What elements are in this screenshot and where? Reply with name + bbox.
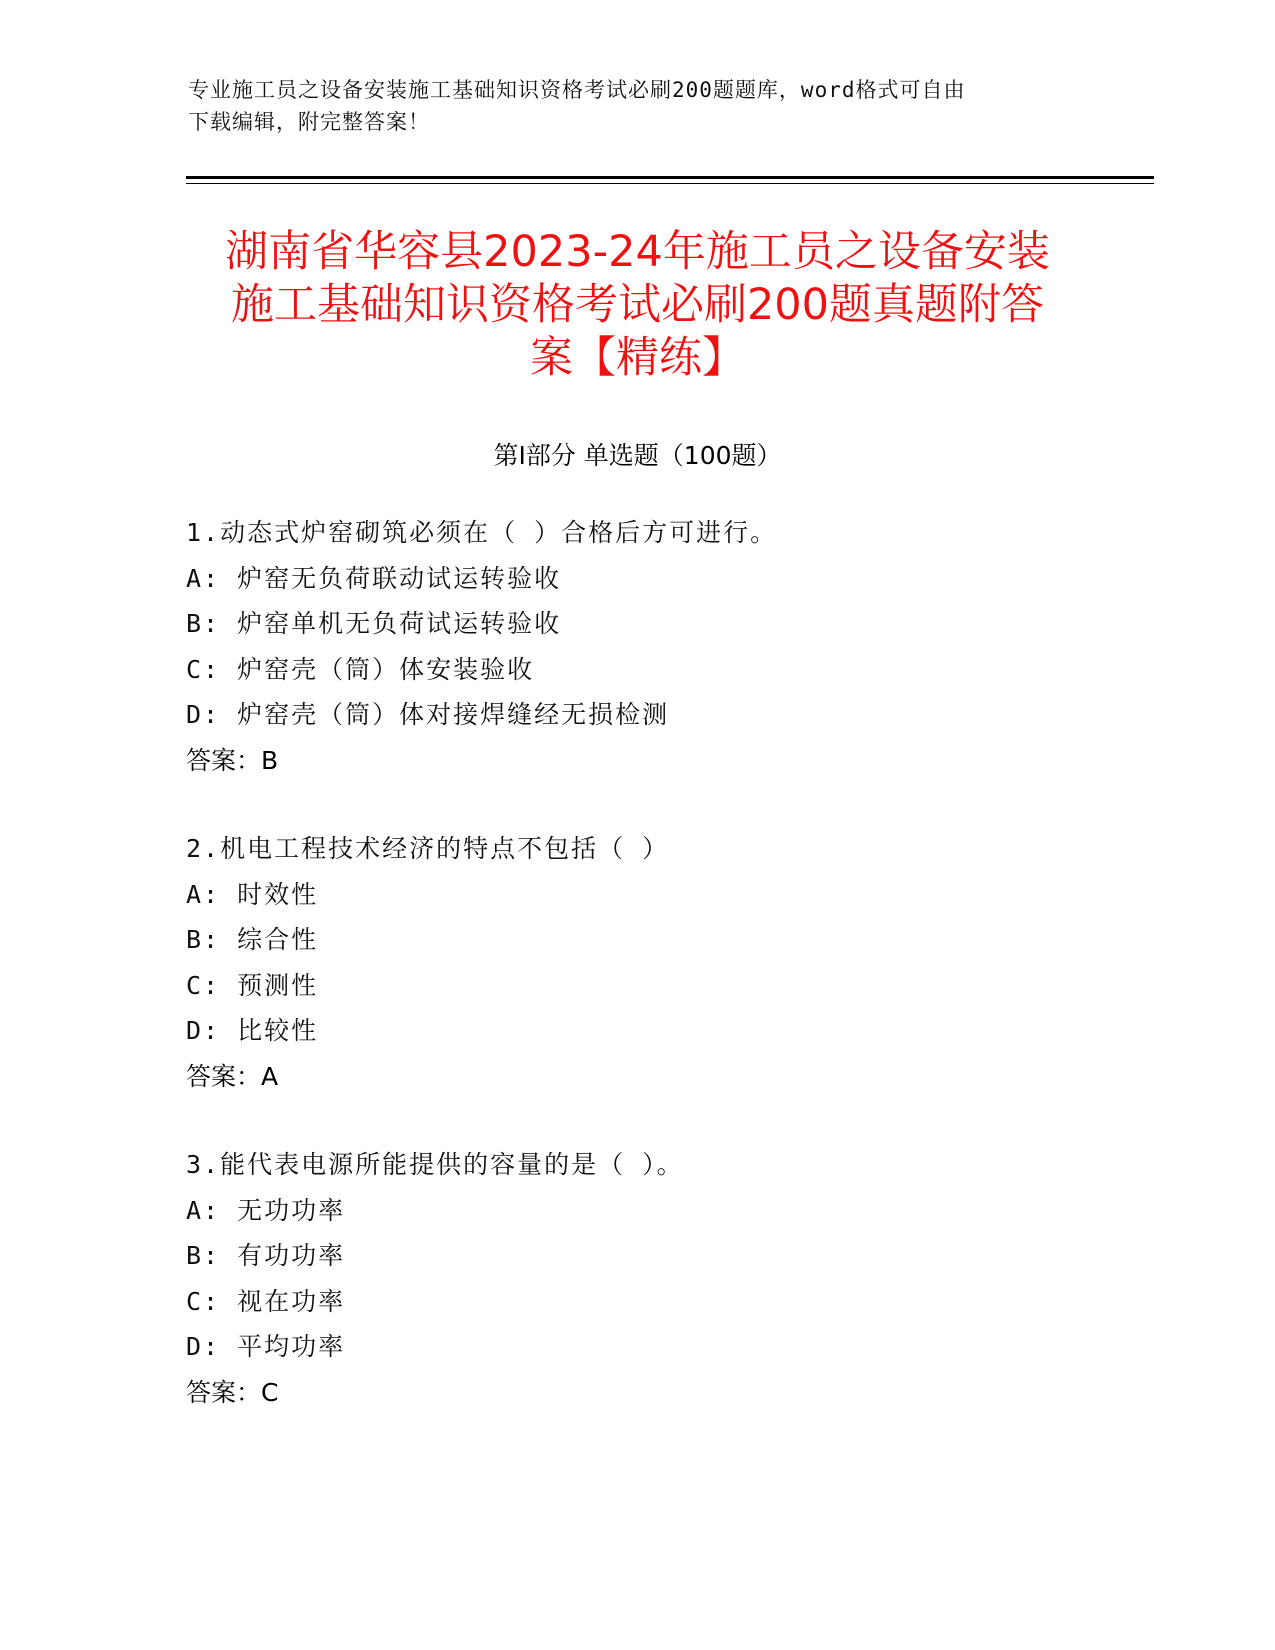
- header-note: [188, 74, 1088, 138]
- question-1: [186, 510, 1086, 783]
- question-option-b: B: 有功功率: [186, 1241, 346, 1270]
- question-option-d: D: 比较性: [186, 1016, 319, 1045]
- header-rule-thin: [186, 183, 1154, 184]
- question-option-b: B: 炉窑单机无负荷试运转验收: [186, 609, 562, 638]
- header-note-line-1: 专业施工员之设备安装施工基础知识资格考试必刷200题题库，word格式可自由: [188, 78, 966, 102]
- question-option-c: C: 预测性: [186, 970, 319, 1000]
- question-answer: 答案：C: [186, 1377, 279, 1407]
- question-option-d: D: 炉窑壳（筒）体对接焊缝经无损检测: [186, 700, 670, 729]
- question-stem: 3.能代表电源所能提供的容量的是（ ）。: [186, 1150, 684, 1179]
- section-heading: 第Ⅰ部分 单选题（100题）: [493, 441, 782, 470]
- question-stem: 2.机电工程技术经济的特点不包括（ ）: [186, 834, 670, 863]
- question-option-a: A: 无功功率: [186, 1195, 346, 1225]
- question-stem: 1.动态式炉窑砌筑必须在（ ）合格后方可进行。: [186, 518, 778, 547]
- question-option-c: C: 视在功率: [186, 1286, 346, 1316]
- document-title-line-1: 湖南省华容县2023-24年施工员之设备安装: [225, 227, 1050, 277]
- document-title-line-3: 案【精练】: [530, 333, 745, 383]
- question-option-a: A: 炉窑无负荷联动试运转验收: [186, 563, 562, 593]
- question-option-c: C: 炉窑壳（筒）体安装验收: [186, 654, 535, 684]
- question-option-d: D: 平均功率: [186, 1332, 346, 1361]
- question-3: [186, 1142, 1086, 1415]
- question-option-a: A: 时效性: [186, 879, 319, 909]
- question-answer: 答案：B: [186, 745, 279, 775]
- question-answer: 答案：A: [186, 1061, 279, 1091]
- document-title: [160, 226, 1115, 385]
- document-title-line-2: 施工基础知识资格考试必刷200题真题附答: [230, 280, 1045, 330]
- header-note-line-2: 下载编辑，附完整答案！: [188, 110, 430, 134]
- header-rule-thick: [186, 176, 1154, 179]
- question-2: [186, 826, 1086, 1099]
- question-option-b: B: 综合性: [186, 925, 319, 954]
